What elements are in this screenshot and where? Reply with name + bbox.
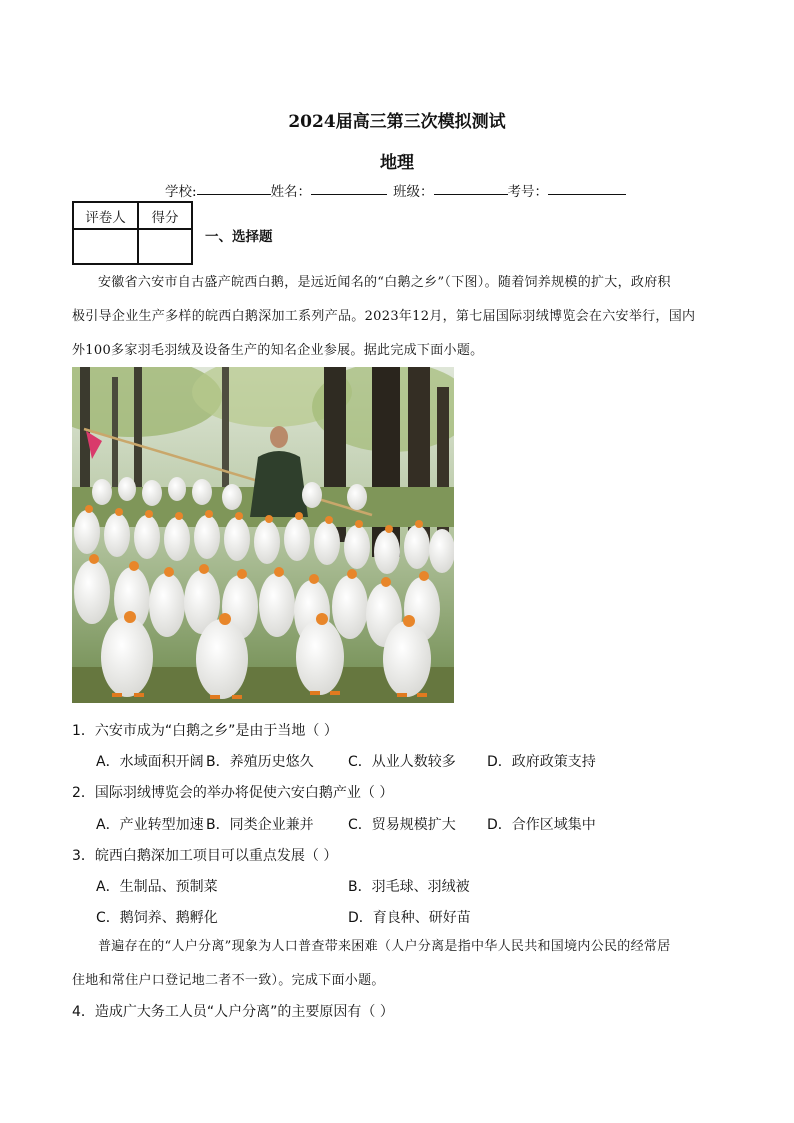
school-blank[interactable] xyxy=(197,180,271,195)
passage-1 xyxy=(72,266,724,368)
name-blank[interactable] xyxy=(311,180,387,195)
q3-option-a[interactable]: A．生制品、预制菜 xyxy=(96,879,218,895)
exam-no-label: 考号： xyxy=(507,184,549,200)
section-heading: 一、选择题 xyxy=(205,229,273,245)
q1-option-c[interactable]: C．从业人数较多 xyxy=(348,754,456,770)
passage-2-line: 住地和常住户口登记地二者不一致）。完成下面小题。 xyxy=(72,973,385,988)
question-3: 3．皖西白鹅深加工项目可以重点发展（ ） xyxy=(72,848,338,864)
score-cell[interactable] xyxy=(138,229,192,264)
goose-flock-photo xyxy=(72,367,454,703)
q2-option-d[interactable]: D．合作区域集中 xyxy=(487,817,596,833)
q2-option-b[interactable]: B．同类企业兼并 xyxy=(206,817,314,833)
class-label: 班级： xyxy=(393,184,434,200)
class-blank[interactable] xyxy=(434,180,508,195)
question-2: 2．国际羽绒博览会的举办将促使六安白鹅产业（ ） xyxy=(72,785,394,801)
score-table xyxy=(72,201,193,265)
question-1: 1．六安市成为“白鹅之乡”是由于当地（ ） xyxy=(72,723,338,739)
exam-no-blank[interactable] xyxy=(548,180,626,195)
passage-1-line: 外100多家羽毛羽绒及设备生产的知名企业参展。据此完成下面小题。 xyxy=(72,343,484,358)
q3-option-b[interactable]: B．羽毛球、羽绒被 xyxy=(348,879,470,895)
exam-title: 2024届高三第三次模拟测试 xyxy=(288,112,506,132)
q1-option-a[interactable]: A．水域面积开阔 xyxy=(96,754,204,770)
grader-cell[interactable] xyxy=(73,229,138,264)
score-header: 得分 xyxy=(138,202,192,229)
q1-option-d[interactable]: D．政府政策支持 xyxy=(487,754,596,770)
grader-header: 评卷人 xyxy=(73,202,138,229)
question-4: 4．造成广大务工人员“人户分离”的主要原因有（ ） xyxy=(72,1004,394,1020)
q2-option-a[interactable]: A．产业转型加速 xyxy=(96,817,204,833)
name-label: 姓名： xyxy=(270,184,312,200)
q2-option-c[interactable]: C．贸易规模扩大 xyxy=(348,817,456,833)
student-info-row xyxy=(165,180,626,200)
q1-option-b[interactable]: B．养殖历史悠久 xyxy=(206,754,314,770)
passage-1-line: 安徽省六安市自古盛产皖西白鹅，是远近闻名的“白鹅之乡”（下图）。随着饲养规模的扩大，政府积 xyxy=(98,275,671,290)
exam-subject: 地理 xyxy=(380,153,414,173)
school-label: 学校: xyxy=(165,184,197,200)
passage-1-line: 极引导企业生产多样的皖西白鹅深加工系列产品。2023年12月，第七届国际羽绒博览会在六安举行，国内 xyxy=(72,309,696,324)
q3-option-c[interactable]: C．鹅饲养、鹅孵化 xyxy=(96,910,218,926)
passage-2-line: 普遍存在的“人户分离”现象为人口普查带来困难（人户分离是指中华人民共和国境内公民的经常居 xyxy=(98,939,671,954)
q3-option-d[interactable]: D．育良种、研好苗 xyxy=(348,910,471,926)
passage-2 xyxy=(72,930,724,998)
